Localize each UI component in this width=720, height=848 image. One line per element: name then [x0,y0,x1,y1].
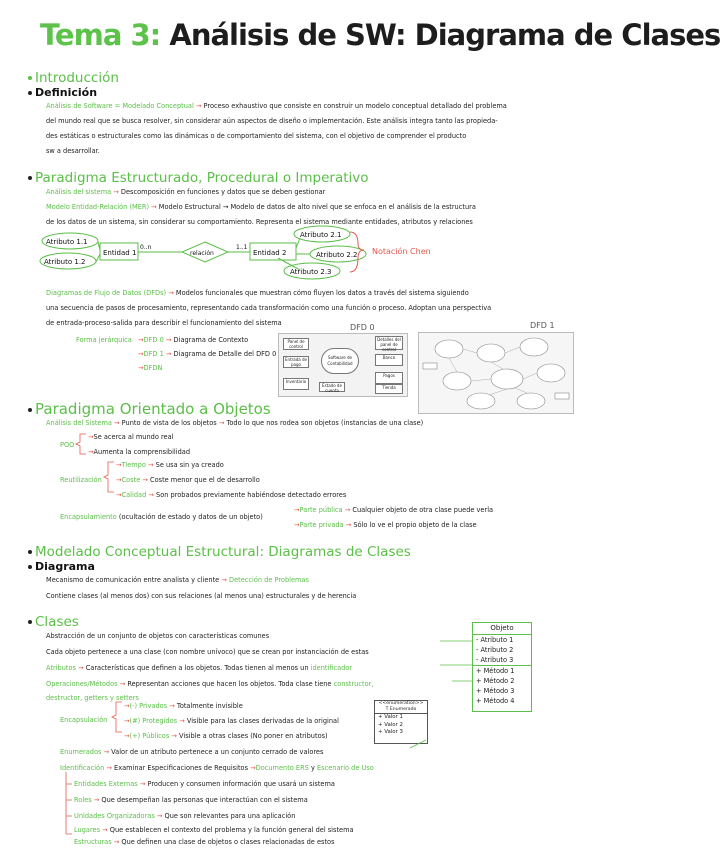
clases-line: Operaciones/Métodos → Representan acciones que hacen los objetos. Toda clase tiene constructor, [46,680,374,688]
clases-line: Cada objeto pertenece a una clase (con nombre unívoco) que se crean por instanciación de estas [46,648,369,656]
uml-attribute: - Atributo 3 [476,656,514,664]
er-relation: relación [190,250,214,257]
dfd0-item: →DFD 0 → Diagrama de Contexto [138,336,249,344]
er-attr-2-1: Atributo 2.1 [300,231,342,239]
dfd0-label: DFD 0 [350,323,375,332]
clases-line: Abstracción de un conjunto de objetos con características comunes [46,632,270,640]
visibility-item: →(-) Privados → Totalmente invisible [124,702,243,710]
title-topic: Tema 3: [40,18,161,52]
identificacion-item: Unidades Organizadoras → Que son relevantes para una aplicación [74,812,296,820]
reutilizacion-item: →Calidad → Son probados previamente habiéndose detectado errores [116,491,347,499]
encapsulacion-label: Encapsulación [60,716,108,724]
clases-line: destructor, getters y setters [46,694,139,702]
section-objetos: Paradigma Orientado a Objetos [28,400,271,418]
uml-enum-name: T Enumerado [385,707,417,712]
poo-item: →Aumenta la comprensibilidad [88,448,191,456]
poo-item: →Se acerca al mundo real [88,433,174,441]
dfd-line: una secuencia de pasos de procesamiento, representando cada transformación como una función o proceso. Adoptan una perspectiva [46,304,492,312]
subsection-diagrama: Diagrama [28,560,95,573]
identificacion-item: Entidades Externas → Producen y consumen información que usará un sistema [74,780,335,788]
notacion-chen-label: Notación Chen [372,247,431,256]
uml-stereotype: <<enumeration>> [378,701,424,706]
intro-line: sw a desarrollar. [46,147,100,155]
subsection-definicion: Definición [28,86,97,99]
title-subject: Análisis de SW: Diagrama de Clases [169,18,720,52]
intro-line: Análisis de Software = Modelado Conceptual → Proceso exhaustivo que consiste en construir un modelo conceptual detallado del problema [46,102,507,110]
forma-jerarquica: Forma jerárquica [76,336,132,344]
dfd-line: Diagramas de Flujo de Datos (DFDs) → Modelos funcionales que muestran cómo fluyen los datos a través del sistema siguiendo [46,289,469,297]
section-modelado: Modelado Conceptual Estructural: Diagramas de Clases [28,544,411,560]
estructurado-line: Análisis del sistema → Descomposición en funciones y datos que se deben gestionar [46,188,326,196]
dfd-node: Entrada de pago [285,357,307,367]
er-entity-1: Entidad 1 [103,249,137,257]
dfd-node: Inventario [283,378,309,390]
uml-method: + Método 4 [476,697,515,705]
uml-method: + Método 3 [476,687,515,695]
objetos-analisis: Análisis del Sistema → Punto de vista de los objetos → Todo lo que nos rodea son objetos (instancias de una clase) [46,419,424,427]
estructurado-line: de los datos de un sistema, sin considerar su comportamiento. Representa el sistema mediante entidades, atributos y relaciones [46,218,473,226]
dfd-node: Banco [375,354,403,366]
uml-class-name: Objeto [473,623,531,635]
section-introduccion: Introducción [28,70,119,86]
dfd-node: Estado de cuenta [319,382,345,392]
clases-line: Atributos → Características que definen a los objetos. Todas tienen al menos un identificador [46,664,353,672]
reutilizacion-label: Reutilización [60,476,102,484]
uml-method: + Método 1 [476,667,515,675]
dfd1-item: →DFD 1 → Diagrama de Detalle del DFD 0 [138,350,277,358]
dfd-node: Pagos [375,372,403,384]
er-card-1: 0..n [140,244,152,251]
er-attr-2-2: Atributo 2.2 [316,251,358,259]
dfd1-label: DFD 1 [530,321,555,330]
reutilizacion-item: →Tiempo → Se usa sin ya creado [116,461,224,469]
er-entity-2: Entidad 2 [253,249,287,257]
er-attr-1-2: Atributo 1.2 [44,258,86,266]
section-clases: Clases [28,614,79,630]
identificacion-item: Estructuras → Que definen una clase de objetos o clases relacionadas de estos [74,838,335,846]
estructurado-line: Modelo Entidad-Relación (MER) → Modelo Estructural → Modelo de datos de alto nivel que se enfoca en el análisis de la estructura [46,203,476,211]
intro-line: des estáticas o estructurales como las dinámicas o de comportamiento del sistema, con el objetivo de comprender el producto [46,132,467,140]
identificacion-line: Identificación → Examinar Especificaciones de Requisitos →Documento ERS y Escenario de Uso [60,764,374,772]
er-attr-2-3: Atributo 2.3 [290,268,332,276]
visibility-item: →(#) Protegidos → Visible para las clases derivadas de la original [124,717,339,725]
modelado-line: Mecanismo de comunicación entre analista y cliente → Detección de Problemas [46,576,309,584]
dfdn-item: →DFDN [138,364,163,372]
dfd-process: Software de Contabilidad [321,348,359,374]
poo-label: POO [60,441,75,449]
uml-enum-value: + Valor 3 [378,729,403,735]
section-estructurado: Paradigma Estructurado, Procedural o Imperativo [28,170,369,186]
encapsulamiento-item: →Parte pública → Cualquier objeto de otra clase puede verla [294,506,494,514]
reutilizacion-item: →Coste → Coste menor que el de desarrollo [116,476,260,484]
dfd-node: Panel de control [283,338,309,350]
dfd-node: Detalles del panel de control [375,336,403,350]
visibility-item: →(+) Públicos → Visible a otras clases (No poner en atributos) [124,732,328,740]
identificacion-item: Roles → Que desempeñan las personas que interactúan con el sistema [74,796,308,804]
dfd-node: Tienda [375,384,403,394]
intro-line: del mundo real que se busca resolver, sin considerar aún aspectos de diseño o implementación. Este análisis integra tanto las propieda- [46,117,498,125]
modelado-line: Contiene clases (al menos dos) con sus relaciones (al menos una) estructurales y de herencia [46,592,357,600]
uml-method: + Método 2 [476,677,515,685]
encapsulamiento-line: Encapsulamiento (ocultación de estado y datos de un objeto) [60,513,263,521]
er-attr-1-1: Atributo 1.1 [46,238,88,246]
encapsulamiento-item: →Parte privada → Sólo lo ve el propio objeto de la clase [294,521,477,529]
identificacion-item: Lugares → Que establecen el contexto del problema y la función general del sistema [74,826,354,834]
uml-enum-value: + Valor 1 [378,714,403,720]
er-card-2: 1..1 [236,244,248,251]
uml-attribute: - Atributo 2 [476,646,514,654]
enumerados-line: Enumerados → Valor de un atributo pertenece a un conjunto cerrado de valores [60,748,324,756]
uml-enum-value: + Valor 2 [378,721,403,728]
uml-attribute: - Atributo 1 [476,636,514,644]
dfd-line: de entrada-proceso-salida para describir el funcionamiento del sistema [46,319,282,327]
